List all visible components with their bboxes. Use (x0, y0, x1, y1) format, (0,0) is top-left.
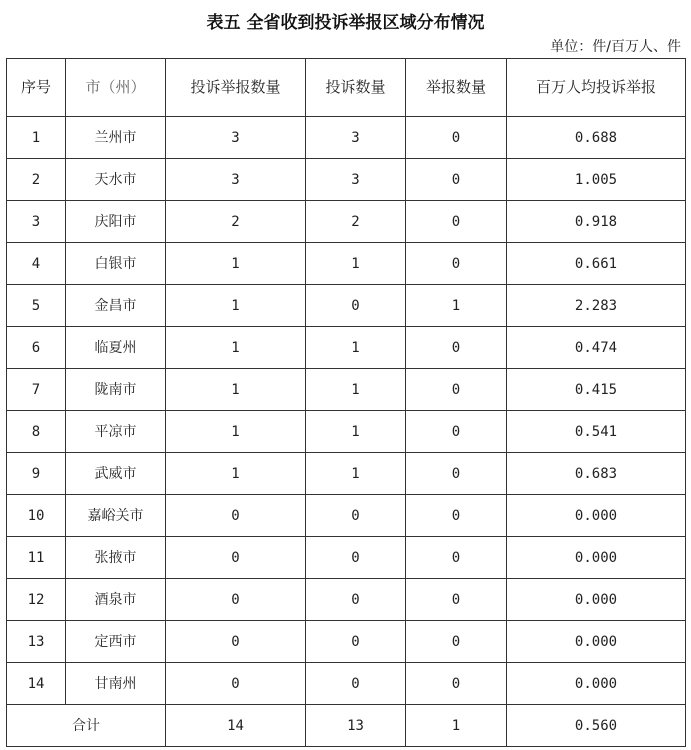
row-total-reports: 0 (166, 495, 306, 537)
row-index: 14 (7, 663, 66, 705)
row-city: 白银市 (66, 243, 166, 285)
row-index: 11 (7, 537, 66, 579)
row-complaints: 3 (306, 117, 406, 159)
row-per-million: 0.000 (507, 579, 686, 621)
table-row (7, 453, 686, 495)
row-city: 平凉市 (66, 411, 166, 453)
row-complaints: 1 (306, 453, 406, 495)
row-per-million: 0.000 (507, 495, 686, 537)
row-reports: 0 (406, 369, 507, 411)
row-per-million: 0.474 (507, 327, 686, 369)
row-total-reports: 0 (166, 579, 306, 621)
header-reports: 举报数量 (406, 59, 507, 117)
row-city: 金昌市 (66, 285, 166, 327)
row-total-reports: 0 (166, 663, 306, 705)
row-index: 12 (7, 579, 66, 621)
row-reports: 0 (406, 495, 507, 537)
row-city: 嘉峪关市 (66, 495, 166, 537)
header-index: 序号 (7, 59, 66, 117)
row-total-reports: 1 (166, 453, 306, 495)
table-row (7, 285, 686, 327)
row-city: 定西市 (66, 621, 166, 663)
total-row (7, 705, 686, 747)
table-row (7, 243, 686, 285)
table-row (7, 537, 686, 579)
row-index: 8 (7, 411, 66, 453)
row-index: 2 (7, 159, 66, 201)
row-index: 5 (7, 285, 66, 327)
row-reports: 0 (406, 327, 507, 369)
table-row (7, 369, 686, 411)
row-index: 13 (7, 621, 66, 663)
table-row (7, 495, 686, 537)
row-reports: 0 (406, 621, 507, 663)
row-city: 甘南州 (66, 663, 166, 705)
row-per-million: 1.005 (507, 159, 686, 201)
row-per-million: 0.000 (507, 537, 686, 579)
row-reports: 0 (406, 201, 507, 243)
row-per-million: 0.688 (507, 117, 686, 159)
row-city: 武威市 (66, 453, 166, 495)
row-total-reports: 1 (166, 327, 306, 369)
row-index: 10 (7, 495, 66, 537)
row-index: 4 (7, 243, 66, 285)
row-index: 9 (7, 453, 66, 495)
total-per-million: 0.560 (507, 705, 686, 747)
row-reports: 0 (406, 243, 507, 285)
header-per-million: 百万人均投诉举报 (507, 59, 686, 117)
row-complaints: 0 (306, 537, 406, 579)
row-total-reports: 1 (166, 369, 306, 411)
row-reports: 0 (406, 117, 507, 159)
row-city: 临夏州 (66, 327, 166, 369)
table-row (7, 411, 686, 453)
row-per-million: 0.918 (507, 201, 686, 243)
row-per-million: 0.661 (507, 243, 686, 285)
row-city: 庆阳市 (66, 201, 166, 243)
total-complaints: 13 (306, 705, 406, 747)
row-total-reports: 3 (166, 159, 306, 201)
table-row (7, 621, 686, 663)
row-complaints: 0 (306, 285, 406, 327)
total-reports: 1 (406, 705, 507, 747)
total-total-reports: 14 (166, 705, 306, 747)
unit-label: 单位：件/百万人、件 (550, 39, 681, 55)
row-total-reports: 1 (166, 285, 306, 327)
row-city: 酒泉市 (66, 579, 166, 621)
row-per-million: 0.000 (507, 621, 686, 663)
row-index: 1 (7, 117, 66, 159)
row-per-million: 0.541 (507, 411, 686, 453)
row-total-reports: 0 (166, 537, 306, 579)
row-index: 6 (7, 327, 66, 369)
row-reports: 0 (406, 579, 507, 621)
total-label: 合计 (7, 705, 166, 747)
row-total-reports: 0 (166, 621, 306, 663)
row-complaints: 2 (306, 201, 406, 243)
row-complaints: 0 (306, 663, 406, 705)
table-row (7, 201, 686, 243)
table-row (7, 327, 686, 369)
row-reports: 0 (406, 453, 507, 495)
table-row (7, 579, 686, 621)
row-total-reports: 1 (166, 243, 306, 285)
row-reports: 0 (406, 663, 507, 705)
row-complaints: 0 (306, 621, 406, 663)
row-index: 7 (7, 369, 66, 411)
table-row (7, 159, 686, 201)
row-total-reports: 1 (166, 411, 306, 453)
row-per-million: 2.283 (507, 285, 686, 327)
row-per-million: 0.415 (507, 369, 686, 411)
row-city: 兰州市 (66, 117, 166, 159)
row-complaints: 3 (306, 159, 406, 201)
row-reports: 0 (406, 159, 507, 201)
row-complaints: 1 (306, 327, 406, 369)
row-city: 陇南市 (66, 369, 166, 411)
header-total-reports: 投诉举报数量 (166, 59, 306, 117)
table-header-row (7, 59, 686, 117)
row-complaints: 0 (306, 495, 406, 537)
header-complaints: 投诉数量 (306, 59, 406, 117)
row-complaints: 1 (306, 243, 406, 285)
table-row (7, 663, 686, 705)
row-reports: 1 (406, 285, 507, 327)
row-city: 张掖市 (66, 537, 166, 579)
row-total-reports: 3 (166, 117, 306, 159)
row-complaints: 0 (306, 579, 406, 621)
table-row (7, 117, 686, 159)
header-city: 市（州） (66, 59, 166, 117)
row-city: 天水市 (66, 159, 166, 201)
region-distribution-table (6, 58, 686, 747)
row-index: 3 (7, 201, 66, 243)
row-complaints: 1 (306, 369, 406, 411)
row-per-million: 0.000 (507, 663, 686, 705)
row-complaints: 1 (306, 411, 406, 453)
row-reports: 0 (406, 411, 507, 453)
row-per-million: 0.683 (507, 453, 686, 495)
row-total-reports: 2 (166, 201, 306, 243)
table-title: 表五 全省收到投诉举报区域分布情况 (206, 13, 485, 33)
row-reports: 0 (406, 537, 507, 579)
